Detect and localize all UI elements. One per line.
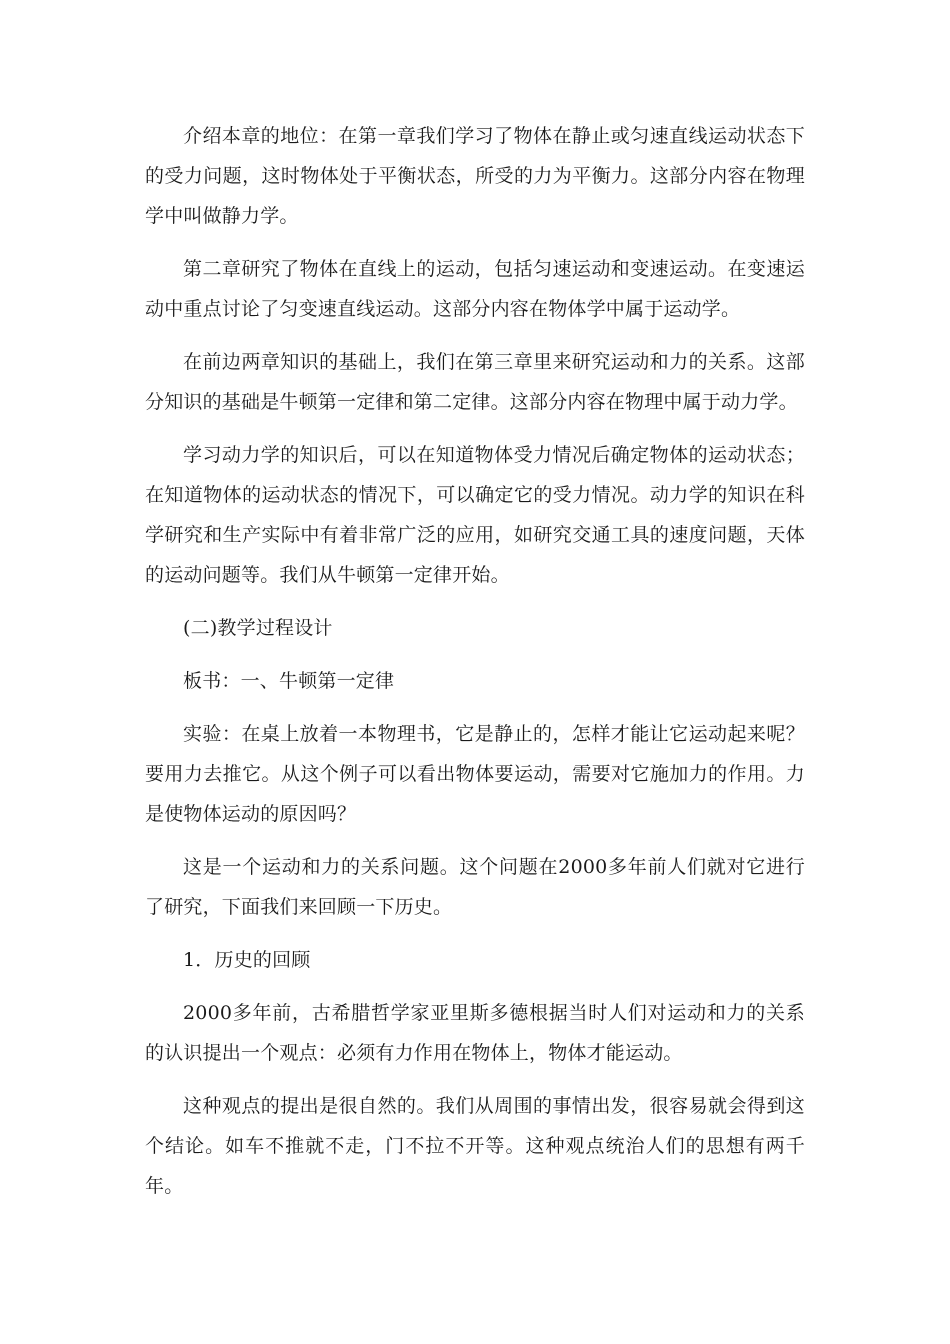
paragraph-aristotle: 2000多年前，古希腊哲学家亚里斯多德根据当时人们对运动和力的关系的认识提出一个观点：必须有力作用在物体上，物体才能运动。	[145, 1002, 805, 1064]
paragraph-dynamics: 学习动力学的知识后，可以在知道物体受力情况后确定物体的运动状态；在知道物体的运动状态的情况下，可以确定它的受力情况。动力学的知识在科学研究和生产实际中有着非常广泛的应用，如研究交通工具的速度问题，天体的运动问题等。我们从牛顿第一定律开始。	[145, 444, 805, 586]
blackboard-heading: 板书：一、牛顿第一定律	[183, 670, 395, 692]
subheading-history: 1．历史的回顾	[183, 949, 311, 971]
paragraph-chapter-position: 介绍本章的地位：在第一章我们学习了物体在静止或匀速直线运动状态下的受力问题，这时物体处于平衡状态，所受的力为平衡力。这部分内容在物理学中叫做静力学。	[145, 125, 805, 227]
paragraph-natural-view: 这种观点的提出是很自然的。我们从周围的事情出发，很容易就会得到这个结论。如车不推就不走，门不拉不开等。这种观点统治人们的思想有两千年。	[145, 1095, 805, 1197]
section-heading-process-design: (二)教学过程设计	[183, 617, 333, 639]
paragraph-experiment: 实验：在桌上放着一本物理书，它是静止的，怎样才能让它运动起来呢？要用力去推它。从这个例子可以看出物体要运动，需要对它施加力的作用。力是使物体运动的原因吗？	[145, 723, 805, 825]
paragraph-motion-force-question: 这是一个运动和力的关系问题。这个问题在2000多年前人们就对它进行了研究，下面我们来回顾一下历史。	[145, 856, 805, 918]
paragraph-chapter-three: 在前边两章知识的基础上，我们在第三章里来研究运动和力的关系。这部分知识的基础是牛顿第一定律和第二定律。这部分内容在物理中属于动力学。	[145, 351, 805, 413]
document-body	[145, 116, 805, 1219]
paragraph-chapter-two: 第二章研究了物体在直线上的运动，包括匀速运动和变速运动。在变速运动中重点讨论了匀变速直线运动。这部分内容在物体学中属于运动学。	[145, 258, 805, 320]
